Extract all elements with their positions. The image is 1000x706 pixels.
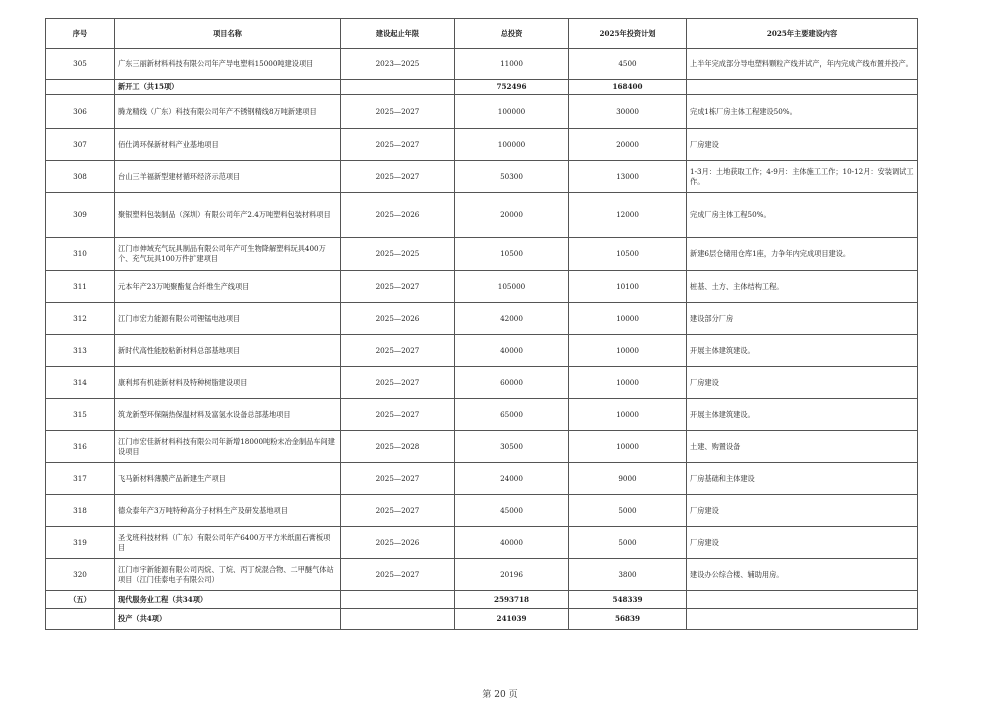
row-content-2025	[687, 80, 918, 95]
table-row	[46, 559, 918, 591]
row-years: 2025—2026	[341, 303, 455, 335]
row-years: 2025—2027	[341, 95, 455, 129]
row-content-2025: 开展主体建筑建设。	[687, 399, 918, 431]
table-row	[46, 49, 918, 80]
row-project-name: 元本年产23万吨聚酯复合纤维生产线项目	[115, 271, 341, 303]
row-years: 2025—2027	[341, 559, 455, 591]
row-years	[341, 591, 455, 609]
row-project-name: 现代服务业工程（共34项）	[115, 591, 341, 609]
row-content-2025: 厂房建设	[687, 495, 918, 527]
table-row	[46, 399, 918, 431]
row-total-investment: 42000	[455, 303, 569, 335]
row-plan-2025: 30000	[569, 95, 687, 129]
row-no: 306	[46, 95, 115, 129]
row-total-investment: 50300	[455, 161, 569, 193]
table-row	[46, 238, 918, 271]
row-project-name: 佰仕鸿环保新材料产业基地项目	[115, 129, 341, 161]
row-years	[341, 609, 455, 630]
row-years: 2025—2027	[341, 161, 455, 193]
row-project-name: 江门市宏佳新材料科技有限公司年新增18000吨粉末冶金制品车间建设项目	[115, 431, 341, 463]
row-years: 2025—2027	[341, 463, 455, 495]
row-project-name: 广东三丽新材料科技有限公司年产导电塑料15000吨建设项目	[115, 49, 341, 80]
row-content-2025: 桩基、土方、主体结构工程。	[687, 271, 918, 303]
row-project-name: 聚银塑料包装制品（深圳）有限公司年产2.4万吨塑料包装材料项目	[115, 193, 341, 238]
row-no: 316	[46, 431, 115, 463]
row-project-name: 筑龙新型环保隔热保温材料及富氢水设备总部基地项目	[115, 399, 341, 431]
row-total-investment: 45000	[455, 495, 569, 527]
table-row	[46, 495, 918, 527]
row-no: 311	[46, 271, 115, 303]
row-years	[341, 80, 455, 95]
header-project-name: 项目名称	[115, 19, 341, 49]
table-row	[46, 431, 918, 463]
table-row	[46, 527, 918, 559]
row-no: 305	[46, 49, 115, 80]
row-content-2025: 厂房建设	[687, 367, 918, 399]
row-years: 2025—2027	[341, 335, 455, 367]
row-total-investment: 105000	[455, 271, 569, 303]
table-row	[46, 193, 918, 238]
row-plan-2025: 5000	[569, 527, 687, 559]
row-total-investment: 100000	[455, 129, 569, 161]
row-plan-2025: 9000	[569, 463, 687, 495]
row-project-name: 德众泰年产3万吨特种高分子材料生产及研发基地项目	[115, 495, 341, 527]
row-no: 320	[46, 559, 115, 591]
row-total-investment: 20000	[455, 193, 569, 238]
row-project-name: 江门市伸域充气玩具制品有限公司年产可生物降解塑料玩具400万个、充气玩具100万件扩建项目	[115, 238, 341, 271]
row-years: 2025—2025	[341, 238, 455, 271]
row-total-investment: 10500	[455, 238, 569, 271]
row-total-investment: 100000	[455, 95, 569, 129]
row-plan-2025: 10500	[569, 238, 687, 271]
row-no	[46, 609, 115, 630]
row-content-2025: 新建6层仓储用仓库1座，力争年内完成项目建设。	[687, 238, 918, 271]
row-no: 307	[46, 129, 115, 161]
row-plan-2025: 13000	[569, 161, 687, 193]
row-total-investment: 65000	[455, 399, 569, 431]
row-project-name: 康利邦有机硅新材料及特种树脂建设项目	[115, 367, 341, 399]
row-no: 308	[46, 161, 115, 193]
row-content-2025	[687, 591, 918, 609]
row-no: 318	[46, 495, 115, 527]
row-plan-2025: 10000	[569, 367, 687, 399]
row-years: 2025—2027	[341, 495, 455, 527]
row-project-name: 江门市宇新能源有限公司丙烷、丁烷、丙丁烷混合物、二甲醚气体站项目（江门佳泰电子有限公司）	[115, 559, 341, 591]
row-plan-2025: 3800	[569, 559, 687, 591]
row-content-2025: 建设办公综合楼、辅助用房。	[687, 559, 918, 591]
row-no: （五）	[46, 591, 115, 609]
header-content-2025: 2025年主要建设内容	[687, 19, 918, 49]
row-no: 314	[46, 367, 115, 399]
row-no: 312	[46, 303, 115, 335]
row-content-2025: 厂房建设	[687, 129, 918, 161]
row-plan-2025: 5000	[569, 495, 687, 527]
table-row	[46, 161, 918, 193]
row-total-investment: 40000	[455, 335, 569, 367]
row-content-2025: 厂房建设	[687, 527, 918, 559]
row-no	[46, 80, 115, 95]
row-content-2025: 完成厂房主体工程50%。	[687, 193, 918, 238]
row-project-name: 江门市宏力能源有限公司锂锰电池项目	[115, 303, 341, 335]
row-plan-2025: 10000	[569, 303, 687, 335]
row-no: 313	[46, 335, 115, 367]
header-no: 序号	[46, 19, 115, 49]
row-project-name: 新开工（共15项）	[115, 80, 341, 95]
row-plan-2025: 168400	[569, 80, 687, 95]
row-total-investment: 30500	[455, 431, 569, 463]
row-total-investment: 20196	[455, 559, 569, 591]
investment-table	[45, 18, 918, 630]
table-row	[46, 367, 918, 399]
row-content-2025: 1-3月：土地获取工作；4-9月：主体施工工作；10-12月：安装调试工作。	[687, 161, 918, 193]
row-total-investment: 241039	[455, 609, 569, 630]
row-content-2025: 开展主体建筑建设。	[687, 335, 918, 367]
row-plan-2025: 4500	[569, 49, 687, 80]
row-years: 2025—2027	[341, 399, 455, 431]
header-total-investment: 总投资	[455, 19, 569, 49]
row-years: 2025—2027	[341, 271, 455, 303]
row-plan-2025: 10100	[569, 271, 687, 303]
row-years: 2025—2027	[341, 129, 455, 161]
row-years: 2025—2028	[341, 431, 455, 463]
row-no: 319	[46, 527, 115, 559]
row-project-name: 圣戈班科技材料（广东）有限公司年产6400万平方米纸面石膏板项目	[115, 527, 341, 559]
row-plan-2025: 56839	[569, 609, 687, 630]
row-no: 309	[46, 193, 115, 238]
row-plan-2025: 20000	[569, 129, 687, 161]
table-row	[46, 335, 918, 367]
row-content-2025: 上半年完成部分导电塑料颗粒产线并试产，年内完成产线布置并投产。	[687, 49, 918, 80]
row-project-name: 台山三羊福新型建材循环经济示范项目	[115, 161, 341, 193]
row-no: 317	[46, 463, 115, 495]
row-plan-2025: 12000	[569, 193, 687, 238]
page-number: 第 20 页	[482, 690, 518, 700]
table-row	[46, 271, 918, 303]
row-no: 315	[46, 399, 115, 431]
row-no: 310	[46, 238, 115, 271]
row-content-2025: 建设部分厂房	[687, 303, 918, 335]
row-total-investment: 11000	[455, 49, 569, 80]
table-body	[46, 49, 918, 630]
table-row	[46, 129, 918, 161]
row-plan-2025: 548339	[569, 591, 687, 609]
row-total-investment: 24000	[455, 463, 569, 495]
row-project-name: 投产（共4项）	[115, 609, 341, 630]
row-years: 2025—2026	[341, 193, 455, 238]
row-total-investment: 752496	[455, 80, 569, 95]
row-plan-2025: 10000	[569, 335, 687, 367]
table-row	[46, 463, 918, 495]
table-header-row	[46, 19, 918, 49]
row-content-2025: 完成1栋厂房主体工程建设50%。	[687, 95, 918, 129]
row-project-name: 飞马新材料薄膜产品新建生产项目	[115, 463, 341, 495]
header-years: 建设起止年限	[341, 19, 455, 49]
section-row	[46, 591, 918, 609]
table-row	[46, 303, 918, 335]
row-plan-2025: 10000	[569, 399, 687, 431]
row-years: 2025—2027	[341, 367, 455, 399]
table-row	[46, 95, 918, 129]
row-project-name: 新时代高性能胶粘新材料总部基地项目	[115, 335, 341, 367]
row-years: 2023—2025	[341, 49, 455, 80]
row-content-2025	[687, 609, 918, 630]
row-content-2025: 土建、购置设备	[687, 431, 918, 463]
row-total-investment: 2593718	[455, 591, 569, 609]
subtotal-row	[46, 80, 918, 95]
row-total-investment: 40000	[455, 527, 569, 559]
row-total-investment: 60000	[455, 367, 569, 399]
row-content-2025: 厂房基础和主体建设	[687, 463, 918, 495]
row-plan-2025: 10000	[569, 431, 687, 463]
header-plan-2025: 2025年投资计划	[569, 19, 687, 49]
row-years: 2025—2026	[341, 527, 455, 559]
row-project-name: 腾龙精线（广东）科技有限公司年产不锈钢精线8万吨新建项目	[115, 95, 341, 129]
subtotal-row	[46, 609, 918, 630]
